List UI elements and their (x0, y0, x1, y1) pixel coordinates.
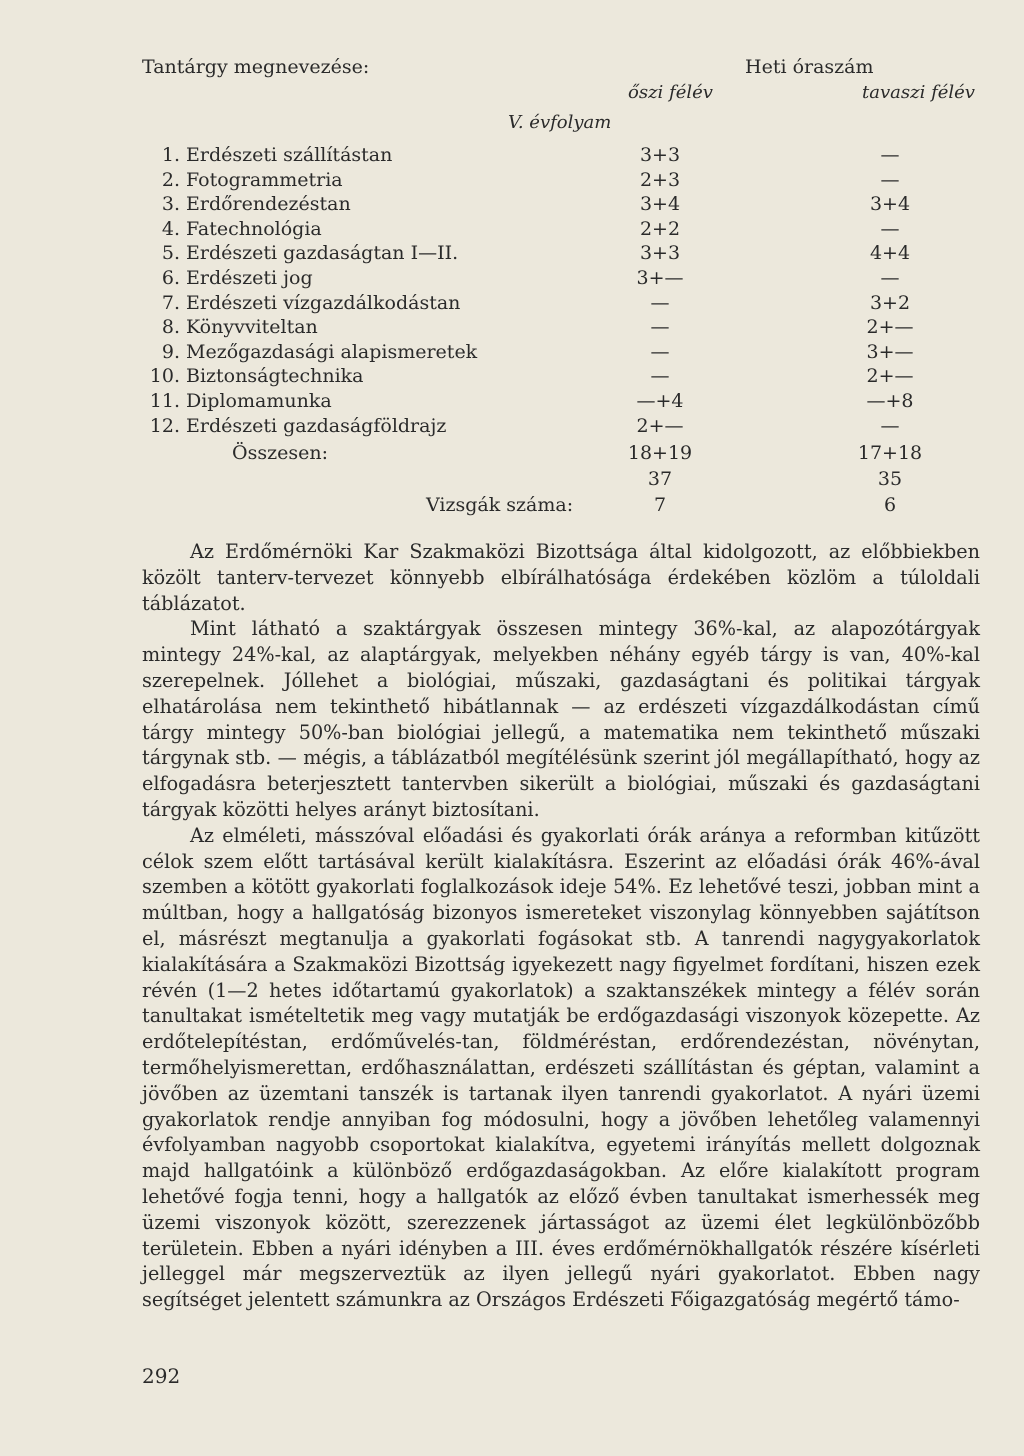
autumn-hours: — (650, 316, 670, 339)
weekly-hours-header: Heti óraszám (745, 56, 874, 78)
exams-spring: 6 (883, 494, 897, 516)
subject-name: Erdészeti gazdaságtan I—II. (186, 242, 459, 265)
spring-hours: 2+— (866, 365, 914, 388)
subject-name: Könyvviteltan (186, 316, 318, 339)
table-row (0, 292, 1024, 318)
subject-name: Erdészeti jog (186, 267, 313, 289)
subject-name: Erdészeti gazdaságföldrajz (186, 414, 447, 437)
autumn-hours: —+4 (636, 390, 684, 412)
row-number: 4. (161, 217, 180, 240)
autumn-hours: — (650, 365, 670, 388)
spring-hours: — (880, 168, 900, 191)
spring-hours: 4+4 (869, 242, 911, 265)
row-number: 1. (161, 144, 180, 166)
year-heading: V. évfolyam (508, 112, 612, 133)
sum-spring: 35 (877, 468, 903, 490)
exams-row (0, 494, 1024, 520)
autumn-hours: 3+4 (639, 193, 681, 216)
autumn-hours: — (650, 291, 670, 314)
row-number: 11. (149, 390, 180, 412)
autumn-semester-header: őszi félév (628, 82, 713, 103)
table-row (0, 193, 1024, 219)
subject-name: Fatechnológia (186, 217, 322, 240)
exams-autumn: 7 (653, 494, 667, 516)
table-row (0, 242, 1024, 268)
row-number: 9. (161, 340, 180, 363)
body-text (142, 539, 980, 1313)
autumn-hours: — (650, 340, 670, 363)
row-number: 8. (161, 316, 180, 339)
exams-label: Vizsgák száma: (426, 494, 574, 516)
subject-name: Fotogrammetria (186, 168, 343, 191)
sum-autumn: 37 (647, 468, 673, 490)
table-row (0, 218, 1024, 244)
spring-hours: —+8 (866, 390, 914, 412)
row-number: 2. (161, 168, 180, 191)
paragraph: Mint látható a szaktárgyak összesen mintegy 36%-kal, az alapozótárgyak mintegy 24%-kal, az alaptárgyak, melyekben néhány egyéb tárgy is van, 40%-kal szerepelnek. Jóllehet a biológiai, műszaki, gazdaságtani és politikai tárgyak elhatárolása nem tekinthető hibátlannak — az erdészeti vízgazdálkodástan című tárgy mintegy 50%-ban biológiai jellegű, a matematika nem tekinthető műszaki tárgynak stb. — mégis, a táblázatból megítélésünk szerint jól megállapítható, hogy az elfogadásra beterjesztett tantervben sikerült a biológiai, műszaki és gazdaságtani tárgyak közötti helyes arányt biztosítani. (142, 617, 980, 821)
row-number: 7. (161, 291, 180, 314)
row-number: 6. (161, 267, 180, 289)
totals-spring: 17+18 (857, 442, 923, 464)
spring-hours: — (880, 414, 900, 437)
subject-name: Erdészeti szállítástan (186, 144, 393, 166)
autumn-hours: 3+3 (639, 144, 681, 166)
spring-hours: 2+— (866, 316, 914, 339)
spring-hours: — (880, 144, 900, 166)
paragraph: Az elméleti, másszóval előadási és gyakorlati órák aránya a reformban kitűzött célok szem előtt tartásával került kialakításra. Eszerint az előadási órák 46%-ával szemben a kötött gyakorlati foglalkozások ideje 54%. Ez lehetővé teszi, jobban mint a múltban, hogy a hallgatóság bizonyos ismereteket viszonylag könnyebben sajátítson el, másrészt megtanulja a gyakorlati fogásokat stb. A tanrendi nagygyakorlatok kialakítására a Szakmaközi Bizottság igyekezett nagy figyelmet fordítani, hiszen ezek révén (1—2 hetes időtartamú gyakorlatok) a szaktanszékek mintegy a félév során tanultakat ismételtetik meg vagy mutatják be erdőgazdasági viszonyok közepette. Az erdőtelepítéstan, erdőművelés-tan, földméréstan, erdőrendezéstan, növénytan, termőhelyismerettan, erdőhasználattan, erdészeti szállítástan és géptan, valamint a jövőben az üzemtani tanszék is tartanak ilyen tanrendi gyakorlatot. A nyári üzemi gyakorlatok rendje annyiban fog módosulni, hogy a jövőben lehetőleg valamennyi évfolyamban nagyobb csoportokat kialakítva, egyetemi irányítás mellett dolgoznak majd hallgatóink a különböző erdőgazdaságokban. Az előre kialakított program lehetővé fogja tenni, hogy a hallgatók az előző évben tanultakat ismerhessék meg üzemi viszonyok között, szerezzenek jártasságot az üzemi élet legkülönbözőbb területein. Ebben a nyári idényben a III. éves erdőmérnökhallgatók részére kísérleti jelleggel már megszerveztük az ilyen jellegű nyári gyakorlatot. Ebben nagy segítséget jelentett számunkra az Országos Erdészeti Főigazgatóság megértő támo- (142, 823, 980, 1312)
autumn-hours: 2+3 (639, 168, 681, 191)
row-number: 10. (149, 365, 180, 388)
autumn-hours: 3+— (636, 267, 684, 289)
row-number: 3. (161, 193, 180, 216)
totals-label: Összesen: (232, 442, 328, 464)
subject-name: Biztonságtechnika (186, 365, 364, 388)
spring-hours: 3+— (866, 340, 914, 363)
autumn-hours: 2+2 (639, 217, 681, 240)
subject-column-header: Tantárgy megnevezése: (142, 56, 370, 78)
spring-hours: — (880, 267, 900, 289)
spring-hours: — (880, 217, 900, 240)
table-row (0, 267, 1024, 293)
spring-hours: 3+2 (869, 291, 911, 314)
totals-row (0, 442, 1024, 468)
table-row (0, 390, 1024, 416)
autumn-hours: 3+3 (639, 242, 681, 265)
page-number: 292 (142, 1364, 181, 1388)
subject-name: Mezőgazdasági alapismeretek (186, 340, 478, 363)
subject-name: Erdőrendezéstan (186, 193, 351, 216)
table-row (0, 144, 1024, 170)
subject-name: Erdészeti vízgazdálkodástan (186, 291, 461, 314)
table-row (0, 415, 1024, 441)
row-number: 12. (149, 414, 180, 437)
table-row (0, 341, 1024, 367)
subject-name: Diplomamunka (186, 390, 332, 412)
table-row (0, 316, 1024, 342)
spring-semester-header: tavaszi félév (862, 82, 975, 103)
sum-row (0, 468, 1024, 494)
table-row (0, 169, 1024, 195)
spring-hours: 3+4 (869, 193, 911, 216)
paragraph: Az Erdőmérnöki Kar Szakmaközi Bizottsága által kidolgozott, az előbbiekben közölt tanterv-tervezet könnyebb elbírálhatósága érdekében közlöm a túloldali táblázatot. (142, 540, 980, 615)
table-row (0, 365, 1024, 391)
row-number: 5. (161, 242, 180, 265)
autumn-hours: 2+— (636, 414, 684, 437)
totals-autumn: 18+19 (627, 442, 693, 464)
